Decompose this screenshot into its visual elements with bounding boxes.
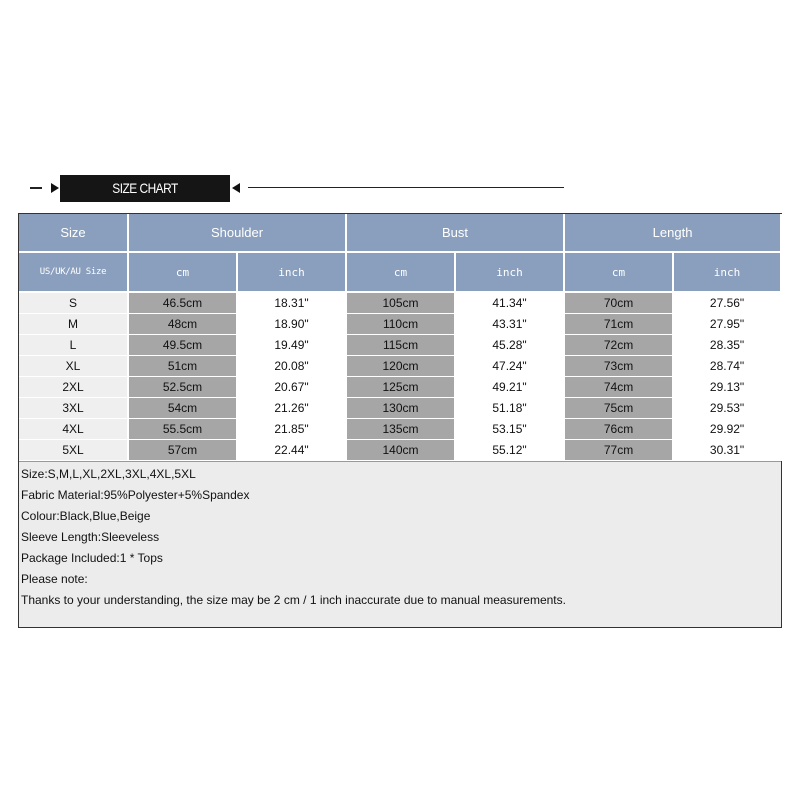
cell-shoulder-inch: 18.90" [237,313,346,334]
header-length: Length [564,214,781,252]
cell-size: 5XL [19,439,128,460]
cell-shoulder-inch: 21.85" [237,418,346,439]
header-bust-inch: inch [455,252,564,292]
size-chart-frame [18,213,782,628]
header-bust-cm: cm [346,252,455,292]
cell-shoulder-cm: 48cm [128,313,237,334]
cell-shoulder-inch: 22.44" [237,439,346,460]
header-bust: Bust [346,214,564,252]
table-row [19,355,781,376]
table-row [19,292,781,313]
cell-shoulder-cm: 55.5cm [128,418,237,439]
cell-length-inch: 30.31" [673,439,781,460]
cell-shoulder-cm: 46.5cm [128,292,237,313]
cell-shoulder-inch: 20.08" [237,355,346,376]
size-chart-ribbon [60,175,230,202]
cell-length-cm: 71cm [564,313,673,334]
table-row [19,418,781,439]
ribbon-right-notch [232,183,240,193]
cell-bust-cm: 130cm [346,397,455,418]
cell-length-inch: 29.53" [673,397,781,418]
cell-shoulder-cm: 54cm [128,397,237,418]
cell-shoulder-cm: 52.5cm [128,376,237,397]
banner-dash [30,187,42,189]
cell-size: S [19,292,128,313]
table-row [19,313,781,334]
cell-length-cm: 73cm [564,355,673,376]
cell-length-cm: 74cm [564,376,673,397]
table-row [19,376,781,397]
cell-shoulder-inch: 18.31" [237,292,346,313]
cell-bust-cm: 105cm [346,292,455,313]
banner-divider-line [248,187,564,188]
cell-bust-cm: 135cm [346,418,455,439]
cell-bust-inch: 41.34" [455,292,564,313]
note-line: Sleeve Length:Sleeveless [21,530,160,544]
cell-shoulder-cm: 57cm [128,439,237,460]
cell-size: 3XL [19,397,128,418]
note-line: Package Included:1 * Tops [21,551,163,565]
cell-bust-cm: 110cm [346,313,455,334]
cell-length-cm: 75cm [564,397,673,418]
note-line: Size:S,M,L,XL,2XL,3XL,4XL,5XL [21,467,196,481]
cell-length-inch: 29.92" [673,418,781,439]
cell-shoulder-cm: 49.5cm [128,334,237,355]
note-line: Thanks to your understanding, the size may be 2 cm / 1 inch inaccurate due to manual measurements. [21,593,566,607]
cell-length-cm: 72cm [564,334,673,355]
cell-size: 2XL [19,376,128,397]
header-shoulder-cm: cm [128,252,237,292]
cell-length-inch: 27.95" [673,313,781,334]
cell-bust-cm: 140cm [346,439,455,460]
cell-size: M [19,313,128,334]
cell-bust-inch: 55.12" [455,439,564,460]
size-chart-banner [0,170,800,210]
unit-header-row [19,252,781,292]
header-shoulder-inch: inch [237,252,346,292]
cell-size: XL [19,355,128,376]
cell-size: 4XL [19,418,128,439]
header-length-cm: cm [564,252,673,292]
group-header-row [19,214,781,252]
note-line: Fabric Material:95%Polyester+5%Spandex [21,488,250,502]
table-row [19,439,781,460]
note-line: Colour:Black,Blue,Beige [21,509,151,523]
table-row [19,397,781,418]
cell-bust-cm: 115cm [346,334,455,355]
cell-bust-inch: 45.28" [455,334,564,355]
cell-length-cm: 70cm [564,292,673,313]
size-table-body [19,292,781,460]
cell-shoulder-inch: 20.67" [237,376,346,397]
cell-shoulder-inch: 21.26" [237,397,346,418]
cell-length-cm: 77cm [564,439,673,460]
cell-bust-inch: 49.21" [455,376,564,397]
header-size: Size [19,214,128,252]
cell-bust-inch: 43.31" [455,313,564,334]
cell-length-cm: 76cm [564,418,673,439]
ribbon-left-notch [51,183,59,193]
size-chart-title: SIZE CHART [112,180,178,196]
table-row [19,334,781,355]
cell-length-inch: 28.35" [673,334,781,355]
cell-shoulder-inch: 19.49" [237,334,346,355]
note-line: Please note: [21,572,88,586]
cell-size: L [19,334,128,355]
size-table [19,214,782,461]
cell-bust-inch: 53.15" [455,418,564,439]
cell-bust-cm: 125cm [346,376,455,397]
product-notes [19,461,781,627]
cell-length-inch: 27.56" [673,292,781,313]
cell-length-inch: 28.74" [673,355,781,376]
cell-bust-inch: 51.18" [455,397,564,418]
header-shoulder: Shoulder [128,214,346,252]
cell-shoulder-cm: 51cm [128,355,237,376]
cell-length-inch: 29.13" [673,376,781,397]
cell-bust-cm: 120cm [346,355,455,376]
header-length-inch: inch [673,252,781,292]
header-us-uk-au-size: US/UK/AU Size [19,252,128,292]
cell-bust-inch: 47.24" [455,355,564,376]
